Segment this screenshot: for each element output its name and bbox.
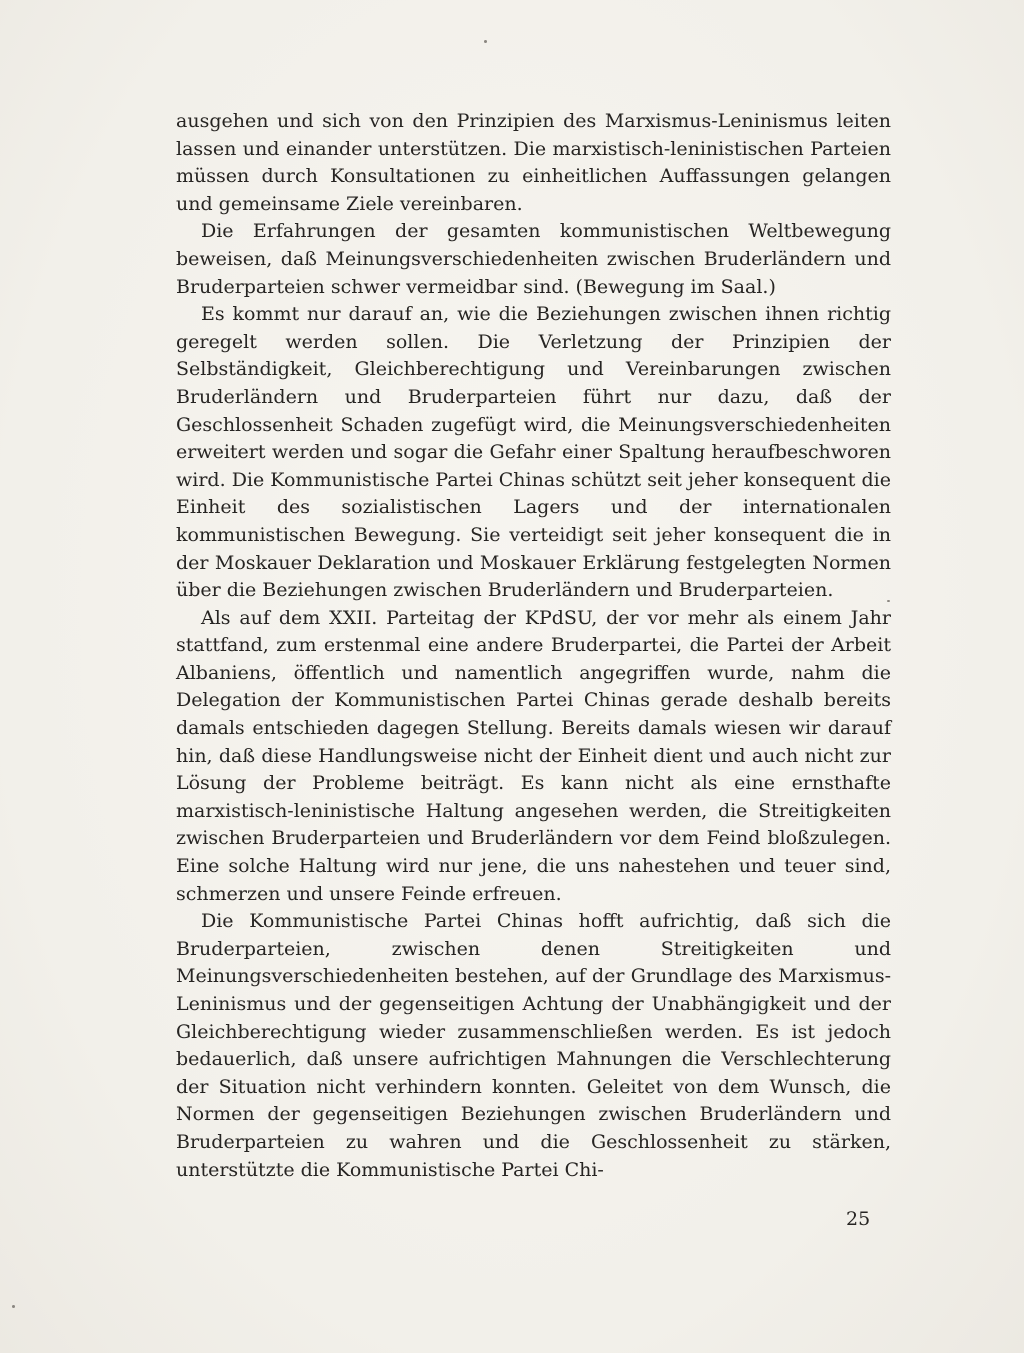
scan-speck [484,40,487,43]
scan-speck [12,1305,15,1308]
paragraph-3: Es kommt nur darauf an, wie die Beziehungen zwischen ihnen richtig geregelt werden sollen. Die Verletzung der Prinzipien der Selbständigkeit, Gleichberechtigung und Vereinbarungen zwischen Bruderländern und Bruderparteien führt nur dazu, daß der Geschlossenheit Schaden zugefügt wird, die Meinungsverschiedenheiten erweitert werden und sogar die Gefahr einer Spaltung heraufbeschworen wird. Die Kommunistische Partei Chinas schützt seit jeher konsequent die Einheit des sozialistischen Lagers und der internationalen kommunistischen Bewegung. Sie verteidigt seit jeher konsequent die in der Moskauer Deklaration und Moskauer Erklärung festgelegten Normen über die Beziehungen zwischen Bruderländern und Bruderparteien. [176,303,891,602]
paragraph-2: Die Erfahrungen der gesamten kommunistischen Weltbewegung beweisen, daß Meinungsverschiedenheiten zwischen Bruderländern und Bruderparteien schwer vermeidbar sind. (Bewegung im Saal.) [176,220,891,298]
page-number: 25 [846,1208,871,1230]
paragraph-1: ausgehen und sich von den Prinzipien des Marxismus-Leninismus leiten lassen und einander unterstützen. Die marxistisch-leninistischen Parteien müssen durch Konsultationen zu einheitlichen Auffassungen gelangen und gemeinsame Ziele vereinbaren. [176,110,891,215]
paragraph-5: Die Kommunistische Partei Chinas hofft aufrichtig, daß sich die Bruderparteien, zwischen denen Streitigkeiten und Meinungsverschiedenheiten bestehen, auf der Grundlage des Marxismus-Leninismus und der gegenseitigen Achtung der Unabhängigkeit und der Gleichberechtigung wieder zusammenschließen werden. Es ist jedoch bedauerlich, daß unsere aufrichtigen Mahnungen die Verschlechterung der Situation nicht verhindern konnten. Geleitet von dem Wunsch, die Normen der gegenseitigen Beziehungen zwischen Bruderländern und Bruderparteien zu wahren und die Geschlossenheit zu stärken, unterstützte die Kommunistische Partei Chi- [176,910,891,1181]
body-text [176,108,891,1184]
paragraph-4: Als auf dem XXII. Parteitag der KPdSU, der vor mehr als einem Jahr stattfand, zum erstenmal eine andere Bruderpartei, die Partei der Arbeit Albaniens, öffentlich und namentlich angegriffen wurde, nahm die Delegation der Kommunistischen Partei Chinas gerade deshalb bereits damals entschieden dagegen Stellung. Bereits damals wiesen wir darauf hin, daß diese Handlungsweise nicht der Einheit dient und auch nicht zur Lösung der Probleme beiträgt. Es kann nicht als eine ernsthafte marxistisch-leninistische Haltung angesehen werden, die Streitigkeiten zwischen Bruderparteien und Bruderländern vor dem Feind bloßzulegen. Eine solche Haltung wird nur jene, die uns nahestehen und teuer sind, schmerzen und unsere Feinde erfreuen. [176,606,891,905]
